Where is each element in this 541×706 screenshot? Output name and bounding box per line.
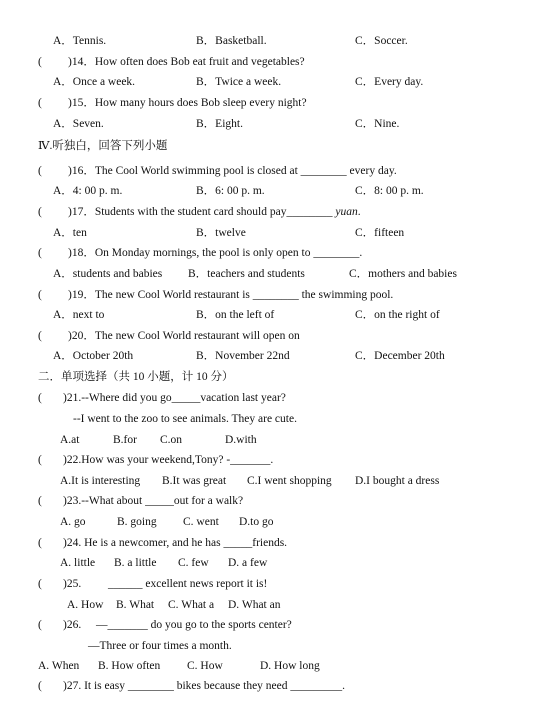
q25-option-c: C. What a xyxy=(168,599,215,611)
q26-reply: —Three or four times a month. xyxy=(88,640,232,652)
q20-option-b: B．November 22nd xyxy=(196,350,290,362)
q24-stem: )24. He is a newcomer, and he has _____friends. xyxy=(63,537,288,549)
q23-stem: )23.--What about _____out for a walk? xyxy=(63,495,244,507)
q23-option-a: A. go xyxy=(60,516,86,528)
q15-option-c: C．Nine. xyxy=(355,118,400,130)
q21-answer-paren: ( xyxy=(38,392,42,404)
q19-option-b: B．on the left of xyxy=(196,309,275,321)
q26-option-c: C. How xyxy=(187,660,223,672)
q18-answer-paren: ( xyxy=(38,247,42,259)
section2-title: 二．单项选择（共 10 小题，计 10 分） xyxy=(38,371,234,383)
q17-stem: )17．Students with the student card should pay________ xyxy=(68,206,333,218)
q14-answer-paren: ( xyxy=(38,56,42,68)
q18-option-a: A．students and babies xyxy=(53,268,163,280)
q14-stem: )14．How often does Bob eat fruit and vegetables? xyxy=(68,56,305,68)
q16-option-a: A．4: 00 p. m. xyxy=(53,185,123,197)
q17-option-c: C．fifteen xyxy=(355,227,405,239)
q13-option-b: B．Basketball. xyxy=(196,35,267,47)
q16-option-c: C．8: 00 p. m. xyxy=(355,185,424,197)
q23-option-c: C. went xyxy=(183,516,219,528)
q17-stem-end: . xyxy=(357,206,361,218)
q22-option-c: C.I went shopping xyxy=(247,475,332,487)
q15-option-b: B．Eight. xyxy=(196,118,243,130)
q18-option-c: C．mothers and babies xyxy=(349,268,457,280)
q16-stem: )16．The Cool World swimming pool is closed at ________ every day. xyxy=(68,165,397,177)
q26-stem-number: )26. xyxy=(63,619,82,631)
q25-option-d: D. What an xyxy=(228,599,281,611)
q24-option-a: A. little xyxy=(60,557,96,569)
q25-option-a: A. How xyxy=(67,599,104,611)
q26-option-d: D. How long xyxy=(260,660,320,672)
q23-option-b: B. going xyxy=(117,516,157,528)
q24-answer-paren: ( xyxy=(38,537,42,549)
q26-answer-paren: ( xyxy=(38,619,42,631)
q21-option-a: A.at xyxy=(60,434,80,446)
q13-option-a: A．Tennis. xyxy=(53,35,107,47)
q21-reply: --I went to the zoo to see animals. They are cute. xyxy=(73,413,297,425)
q26-option-b: B. How often xyxy=(98,660,161,672)
q19-stem: )19．The new Cool World restaurant is ________ the swimming pool. xyxy=(68,289,394,301)
q22-option-b: B.It was great xyxy=(162,475,227,487)
q25-stem: ______ excellent news report it is! xyxy=(108,578,268,590)
q15-stem: )15．How many hours does Bob sleep every night? xyxy=(68,97,307,109)
q15-option-a: A．Seven. xyxy=(53,118,104,130)
q18-stem: )18．On Monday mornings, the pool is only open to ________. xyxy=(68,247,363,259)
q26-option-a: A. When xyxy=(38,660,80,672)
q19-option-a: A．next to xyxy=(53,309,105,321)
q14-option-a: A．Once a week. xyxy=(53,76,136,88)
q14-option-c: C．Every day. xyxy=(355,76,424,88)
q22-stem: )22.How was your weekend,Tony? -_______. xyxy=(63,454,274,466)
q25-stem-number: )25. xyxy=(63,578,82,590)
q25-answer-paren: ( xyxy=(38,578,42,590)
q23-answer-paren: ( xyxy=(38,495,42,507)
q25-option-b: B. What xyxy=(116,599,155,611)
q24-option-b: B. a little xyxy=(114,557,157,569)
q17-answer-paren: ( xyxy=(38,206,42,218)
q20-option-a: A．October 20th xyxy=(53,350,134,362)
q17-option-b: B．twelve xyxy=(196,227,246,239)
q22-option-a: A.It is interesting xyxy=(60,475,141,487)
q22-option-d: D.I bought a dress xyxy=(355,475,440,487)
q26-stem: —_______ do you go to the sports center? xyxy=(96,619,292,631)
section4-title: Ⅳ.听独白，回答下列小题 xyxy=(38,140,168,152)
q27-answer-paren: ( xyxy=(38,680,42,692)
q16-answer-paren: ( xyxy=(38,165,42,177)
q16-option-b: B．6: 00 p. m. xyxy=(196,185,265,197)
q20-option-c: C．December 20th xyxy=(355,350,445,362)
q17-stem-currency: yuan xyxy=(335,206,358,218)
q22-answer-paren: ( xyxy=(38,454,42,466)
q20-stem: )20．The new Cool World restaurant will open on xyxy=(68,330,300,342)
q24-option-c: C. few xyxy=(178,557,209,569)
q14-option-b: B．Twice a week. xyxy=(196,76,282,88)
q15-answer-paren: ( xyxy=(38,97,42,109)
q19-answer-paren: ( xyxy=(38,289,42,301)
q20-answer-paren: ( xyxy=(38,330,42,342)
q23-option-d: D.to go xyxy=(239,516,274,528)
q18-option-b: B．teachers and students xyxy=(188,268,305,280)
q21-option-d: D.with xyxy=(225,434,257,446)
q13-option-c: C．Soccer. xyxy=(355,35,408,47)
q17-option-a: A．ten xyxy=(53,227,87,239)
q27-stem: )27. It is easy ________ bikes because they need _________. xyxy=(63,680,346,692)
q21-stem: )21.--Where did you go_____vacation last year? xyxy=(63,392,286,404)
q21-option-b: B.for xyxy=(113,434,137,446)
q21-option-c: C.on xyxy=(160,434,183,446)
q24-option-d: D. a few xyxy=(228,557,268,569)
q19-option-c: C．on the right of xyxy=(355,309,440,321)
q17-stem-line xyxy=(68,205,361,219)
